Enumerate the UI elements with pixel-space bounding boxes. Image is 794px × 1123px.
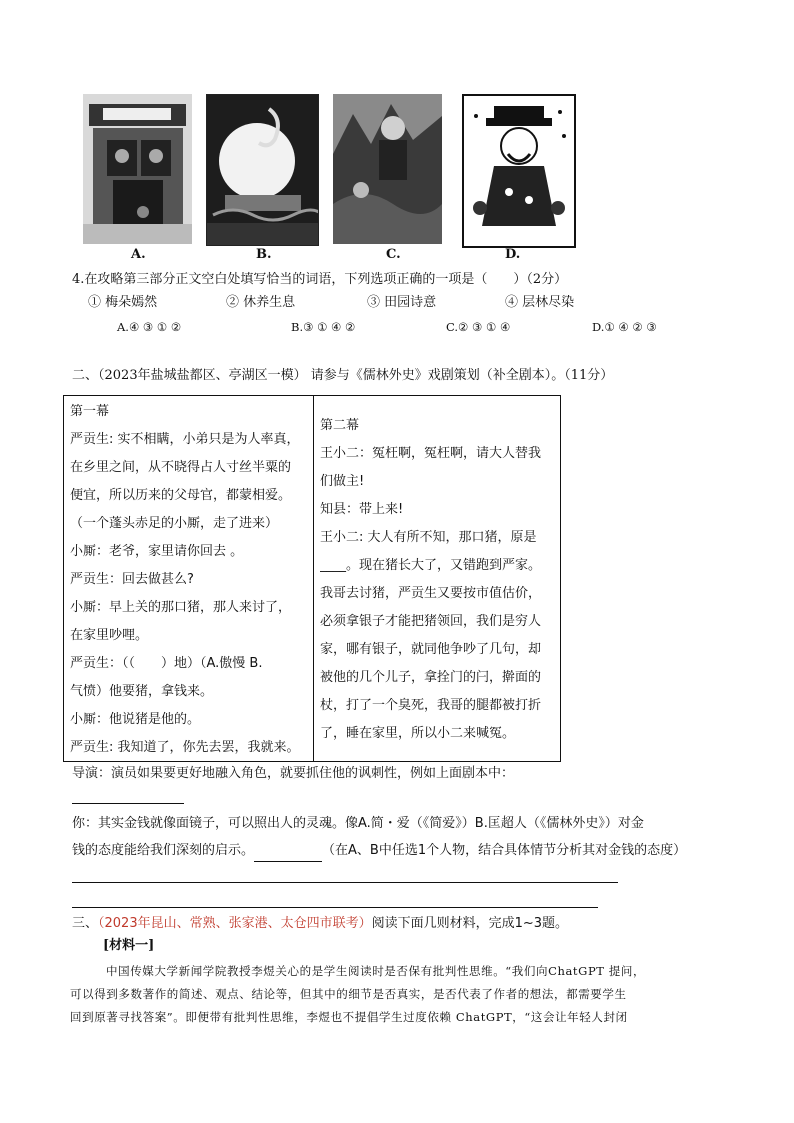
- passage-line: 中国传媒大学新闻学院教授李煜关心的是学生阅读时是否保有批判性思维。“我们向ChatGPT 提问，: [106, 964, 646, 978]
- act-2-line: 必须拿银子才能把猪领回，我们是穷人: [320, 614, 542, 629]
- q4-item-1: ① 梅朵嫣然: [88, 295, 158, 310]
- script-column-divider: [313, 396, 314, 761]
- passage-line: 回到原著寻找答案”。即便带有批判性思维，李煜也不提倡学生过度依赖 ChatGPT，“这会让年轻人封闭: [70, 1010, 628, 1024]
- director-prompt: 导演：演员如果要更好地融入角色，就要抓住他的讽刺性，例如上面剧本中：: [72, 766, 515, 781]
- you-line-2-text: 钱的态度能给我们深刻的启示。: [72, 843, 255, 858]
- house-gate-picture: [83, 94, 192, 244]
- act-2-line: 第二幕: [320, 418, 360, 433]
- you-line-2: [72, 841, 686, 862]
- section-3-heading: [72, 914, 568, 934]
- act-1-line: 小厮：他说猪是他的。: [70, 712, 201, 727]
- act-2-line: 被他的几个儿子，拿拴门的闩，擀面的: [320, 670, 542, 685]
- material-1-label: [材料一]: [103, 938, 155, 953]
- act-2-column: [320, 412, 556, 748]
- passage-line: 可以得到多数著作的简述、观点、结论等，但其中的细节是否真实，是否代表了作者的想法，都需要学生: [70, 987, 627, 1001]
- image-label-b: B.: [256, 247, 272, 262]
- option-image-a: [83, 94, 192, 244]
- script-table: [63, 395, 561, 762]
- section-3-source: （2023年昆山、常熟、张家港、太仓四市联考）: [98, 916, 372, 931]
- act-1-line: 在家里吵哩。: [70, 628, 149, 643]
- mountain-figures-picture: [333, 94, 442, 244]
- section-3-instruction: 阅读下面几则材料，完成1~3题。: [371, 916, 569, 931]
- act-1-line: 严贡生: 我知道了，你先去罢，我就来。: [70, 740, 300, 755]
- moon-festival-picture: [207, 95, 318, 245]
- material-1-passage: [70, 960, 645, 1029]
- act-2-line: ____。现在猪长大了，又错跑到严家。: [320, 558, 542, 573]
- act-1-line: 严贡生：（（ ）地）（A.傲慢 B.: [70, 656, 263, 671]
- act-2-line: 家，哪有银子，就同他争吵了几句，却: [320, 642, 542, 657]
- act-1-line: 小厮：早上关的那口猪，那人来讨了，: [70, 600, 292, 615]
- q4-option-c[interactable]: C.② ③ ① ④: [446, 320, 511, 334]
- answer-blank-line[interactable]: [72, 803, 184, 804]
- option-image-c: [333, 94, 442, 244]
- act-1-line: （一个蓬头赤足的小厮，走了进来）: [70, 516, 279, 531]
- god-of-wealth-picture: [464, 96, 574, 246]
- act-2-line: 王小二：冤枉啊，冤枉啊，请大人替我: [320, 446, 542, 461]
- image-label-c: C.: [386, 247, 401, 262]
- character-choice-blank[interactable]: [254, 841, 322, 862]
- act-2-line: 了，睡在家里，所以小二来喊冤。: [320, 726, 516, 741]
- act-1-line: 小厮：老爷，家里请你回去 。: [70, 544, 244, 559]
- act-1-line: 严贡生: 实不相瞒，小弟只是为人率真，: [70, 432, 300, 447]
- option-image-d: [462, 94, 576, 248]
- answer-line-1[interactable]: [72, 882, 618, 883]
- act-2-line: 知县：带上来!: [320, 502, 404, 517]
- option-image-b: [206, 94, 319, 246]
- you-line-2-instruction: （在A、B中任选1个人物，结合具体情节分析其对金钱的态度）: [322, 843, 687, 858]
- act-2-line: 我哥去讨猪，严贡生又要按市值估价，: [320, 586, 542, 601]
- image-label-d: D.: [505, 247, 521, 262]
- q4-option-d[interactable]: D.① ④ ② ③: [592, 320, 657, 334]
- q4-item-3: ③ 田园诗意: [367, 295, 437, 310]
- act-1-column: [70, 398, 310, 762]
- section-2-heading: 二、（2023年盐城盐都区、亭湖区一模） 请参与《儒林外史》戏剧策划（补全剧本）。（11分）: [72, 368, 614, 383]
- act-1-line: 便宜，所以历来的父母官，都蒙相爱。: [70, 488, 292, 503]
- act-1-line: 严贡生：回去做甚么?: [70, 572, 194, 587]
- question-4-stem: 4.在攻略第三部分正文空白处填写恰当的词语，下列选项正确的一项是（ ）（2分）: [72, 272, 568, 287]
- you-line-1: 你：其实金钱就像面镜子，可以照出人的灵魂。像A.简・爱（《简爱》）B.匡超人（《儒林外史》）对金: [72, 816, 644, 831]
- act-2-line: 王小二: 大人有所不知，那口猪，原是: [320, 530, 537, 545]
- q4-option-a[interactable]: A.④ ③ ① ②: [117, 320, 182, 334]
- q4-option-b[interactable]: B.③ ① ④ ②: [291, 320, 356, 334]
- act-1-line: 在乡里之间，从不晓得占人寸丝半粟的: [70, 460, 292, 475]
- act-2-line: 们做主!: [320, 474, 365, 489]
- image-label-a: A.: [131, 247, 146, 262]
- section-3-prefix: 三、: [72, 916, 99, 931]
- q4-item-4: ④ 层林尽染: [505, 295, 575, 310]
- q4-item-2: ② 休养生息: [226, 295, 296, 310]
- answer-line-2[interactable]: [72, 907, 598, 908]
- act-1-line: 第一幕: [70, 404, 110, 419]
- act-2-line: 杖，打了一个臭死，我哥的腿都被打折: [320, 698, 542, 713]
- act-1-line: 气愤）他要猪，拿钱来。: [70, 684, 214, 699]
